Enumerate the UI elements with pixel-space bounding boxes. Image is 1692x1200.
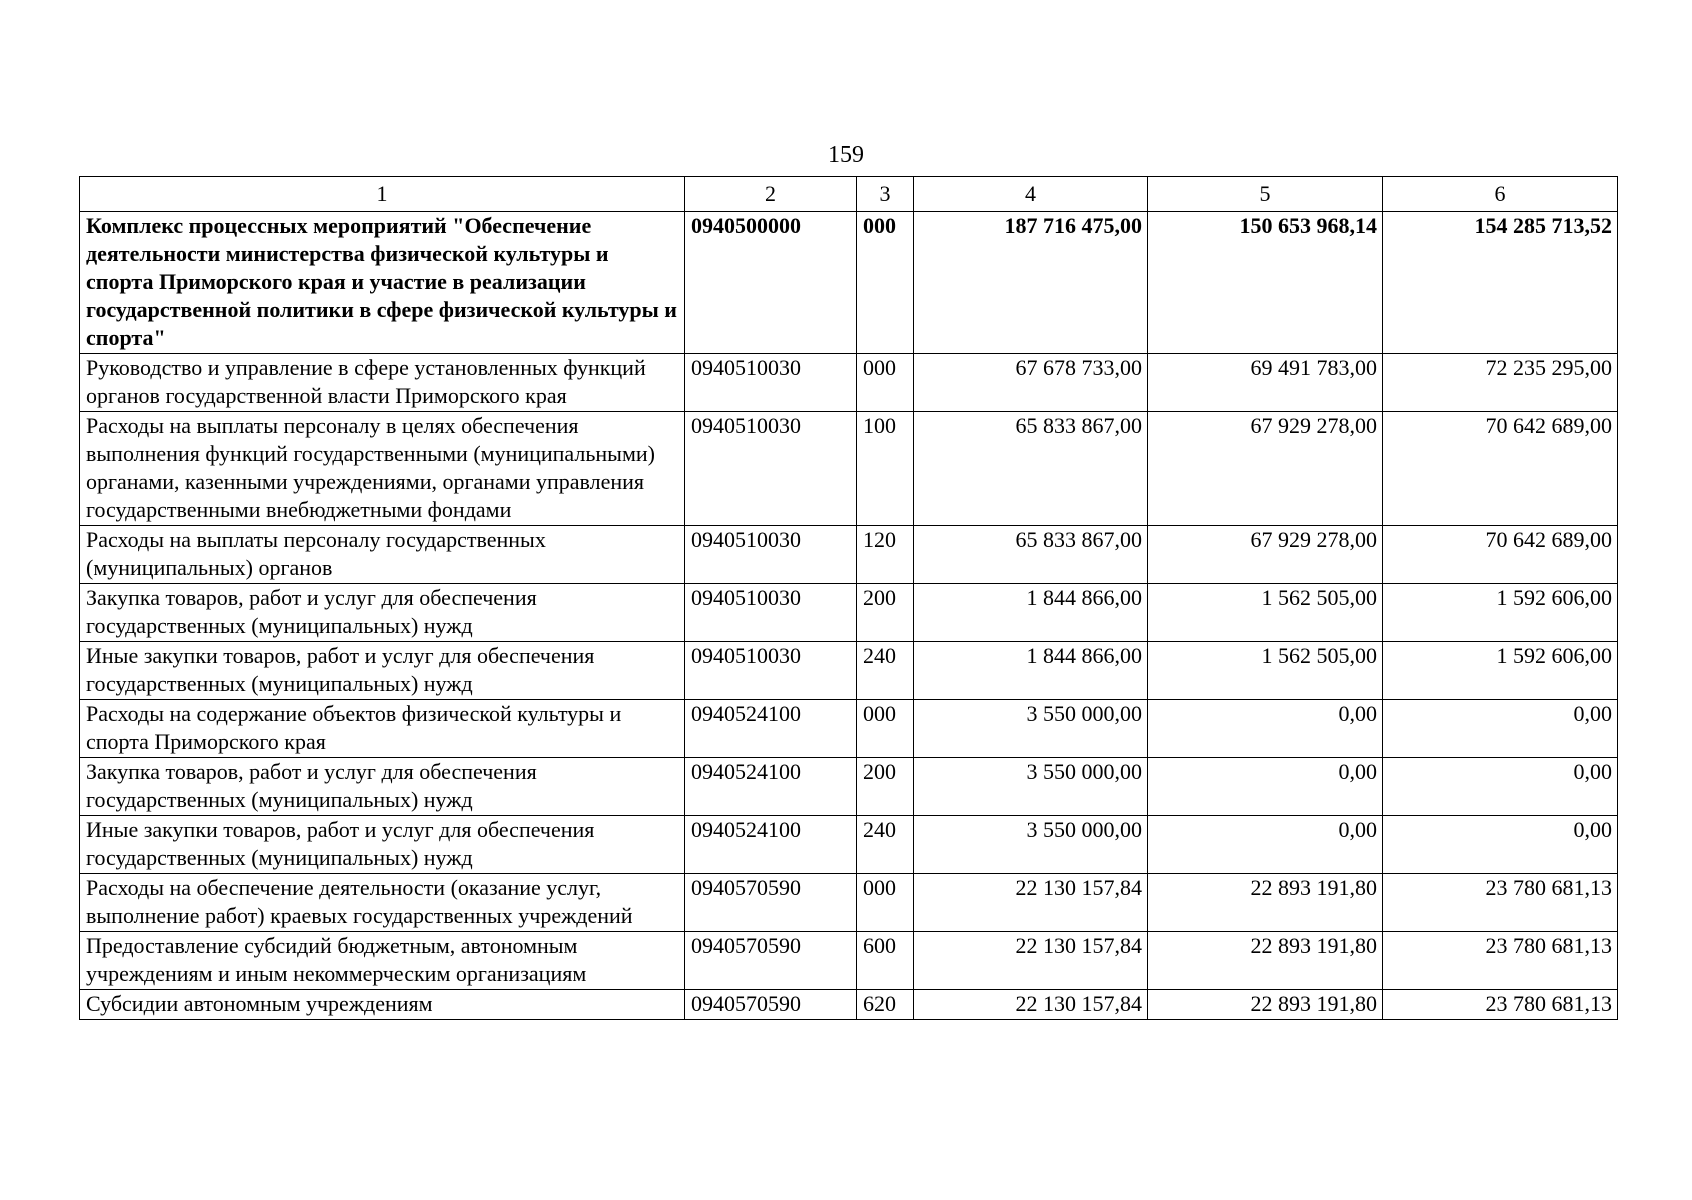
row-name: Расходы на выплаты персоналу государственных (муниципальных) органов <box>80 526 685 584</box>
row-amount-col-5: 22 893 191,80 <box>1148 990 1383 1020</box>
row-target-code: 0940524100 <box>685 816 857 874</box>
row-amount-col-6: 0,00 <box>1383 700 1618 758</box>
row-amount-col-4: 3 550 000,00 <box>914 816 1148 874</box>
row-target-code: 0940510030 <box>685 526 857 584</box>
row-name: Руководство и управление в сфере установленных функций органов государственной власти Приморского края <box>80 354 685 412</box>
row-name: Предоставление субсидий бюджетным, автономным учреждениям и иным некоммерческим организациям <box>80 932 685 990</box>
row-amount-col-4: 22 130 157,84 <box>914 874 1148 932</box>
row-expense-type: 240 <box>857 642 914 700</box>
page-number: 159 <box>828 142 864 168</box>
row-amount-col-6: 1 592 606,00 <box>1383 584 1618 642</box>
row-amount-col-6: 1 592 606,00 <box>1383 642 1618 700</box>
row-amount-col-5: 150 653 968,14 <box>1148 212 1383 354</box>
row-amount-col-6: 23 780 681,13 <box>1383 990 1618 1020</box>
row-target-code: 0940510030 <box>685 584 857 642</box>
row-amount-col-5: 67 929 278,00 <box>1148 412 1383 526</box>
row-amount-col-5: 0,00 <box>1148 758 1383 816</box>
row-amount-col-6: 72 235 295,00 <box>1383 354 1618 412</box>
row-amount-col-4: 65 833 867,00 <box>914 412 1148 526</box>
table-row <box>80 816 1618 874</box>
row-amount-col-5: 22 893 191,80 <box>1148 874 1383 932</box>
row-target-code: 0940510030 <box>685 412 857 526</box>
header-col-4: 4 <box>914 177 1148 212</box>
row-name: Комплекс процессных мероприятий "Обеспечение деятельности министерства физической культуры и спорта Приморского края и участие в реализации государственной политики в сфере физической культуры и спорта" <box>80 212 685 354</box>
row-name: Субсидии автономным учреждениям <box>80 990 685 1020</box>
row-expense-type: 000 <box>857 212 914 354</box>
row-amount-col-6: 23 780 681,13 <box>1383 932 1618 990</box>
row-amount-col-6: 70 642 689,00 <box>1383 526 1618 584</box>
row-amount-col-5: 0,00 <box>1148 700 1383 758</box>
header-col-2: 2 <box>685 177 857 212</box>
row-amount-col-5: 1 562 505,00 <box>1148 642 1383 700</box>
row-target-code: 0940510030 <box>685 354 857 412</box>
header-col-5: 5 <box>1148 177 1383 212</box>
row-name: Закупка товаров, работ и услуг для обеспечения государственных (муниципальных) нужд <box>80 584 685 642</box>
row-target-code: 0940500000 <box>685 212 857 354</box>
row-amount-col-4: 1 844 866,00 <box>914 584 1148 642</box>
table-row <box>80 526 1618 584</box>
row-name: Иные закупки товаров, работ и услуг для обеспечения государственных (муниципальных) нужд <box>80 816 685 874</box>
row-amount-col-5: 22 893 191,80 <box>1148 932 1383 990</box>
table-row <box>80 412 1618 526</box>
row-name: Расходы на выплаты персоналу в целях обеспечения выполнения функций государственными (муниципальными) органами, казенными учреждениями, органами управления государственными внебюджетными фондами <box>80 412 685 526</box>
row-target-code: 0940570590 <box>685 874 857 932</box>
row-expense-type: 600 <box>857 932 914 990</box>
table-row <box>80 990 1618 1020</box>
row-expense-type: 200 <box>857 584 914 642</box>
row-amount-col-4: 65 833 867,00 <box>914 526 1148 584</box>
table-row <box>80 700 1618 758</box>
row-amount-col-4: 22 130 157,84 <box>914 932 1148 990</box>
row-expense-type: 000 <box>857 874 914 932</box>
row-expense-type: 120 <box>857 526 914 584</box>
table-header <box>80 177 1618 212</box>
row-amount-col-6: 154 285 713,52 <box>1383 212 1618 354</box>
table-row <box>80 758 1618 816</box>
row-expense-type: 200 <box>857 758 914 816</box>
row-amount-col-4: 22 130 157,84 <box>914 990 1148 1020</box>
row-amount-col-6: 0,00 <box>1383 758 1618 816</box>
row-expense-type: 240 <box>857 816 914 874</box>
row-name: Закупка товаров, работ и услуг для обеспечения государственных (муниципальных) нужд <box>80 758 685 816</box>
table-row <box>80 354 1618 412</box>
row-amount-col-6: 0,00 <box>1383 816 1618 874</box>
table-row <box>80 932 1618 990</box>
header-col-6: 6 <box>1383 177 1618 212</box>
row-name: Расходы на содержание объектов физической культуры и спорта Приморского края <box>80 700 685 758</box>
row-target-code: 0940524100 <box>685 758 857 816</box>
row-target-code: 0940570590 <box>685 932 857 990</box>
table-row <box>80 584 1618 642</box>
row-amount-col-4: 67 678 733,00 <box>914 354 1148 412</box>
row-amount-col-6: 70 642 689,00 <box>1383 412 1618 526</box>
row-expense-type: 100 <box>857 412 914 526</box>
row-target-code: 0940524100 <box>685 700 857 758</box>
row-target-code: 0940570590 <box>685 990 857 1020</box>
table-body <box>80 212 1618 1020</box>
row-amount-col-4: 1 844 866,00 <box>914 642 1148 700</box>
row-amount-col-4: 3 550 000,00 <box>914 700 1148 758</box>
row-amount-col-5: 1 562 505,00 <box>1148 584 1383 642</box>
header-row <box>80 177 1618 212</box>
table-row <box>80 642 1618 700</box>
row-name: Иные закупки товаров, работ и услуг для обеспечения государственных (муниципальных) нужд <box>80 642 685 700</box>
row-amount-col-5: 69 491 783,00 <box>1148 354 1383 412</box>
header-col-1: 1 <box>80 177 685 212</box>
header-col-3: 3 <box>857 177 914 212</box>
row-amount-col-4: 187 716 475,00 <box>914 212 1148 354</box>
table-row <box>80 874 1618 932</box>
budget-table <box>79 176 1618 1020</box>
row-expense-type: 000 <box>857 700 914 758</box>
row-amount-col-4: 3 550 000,00 <box>914 758 1148 816</box>
row-expense-type: 620 <box>857 990 914 1020</box>
row-amount-col-6: 23 780 681,13 <box>1383 874 1618 932</box>
row-amount-col-5: 67 929 278,00 <box>1148 526 1383 584</box>
table-row <box>80 212 1618 354</box>
row-expense-type: 000 <box>857 354 914 412</box>
row-name: Расходы на обеспечение деятельности (оказание услуг, выполнение работ) краевых государственных учреждений <box>80 874 685 932</box>
row-target-code: 0940510030 <box>685 642 857 700</box>
row-amount-col-5: 0,00 <box>1148 816 1383 874</box>
